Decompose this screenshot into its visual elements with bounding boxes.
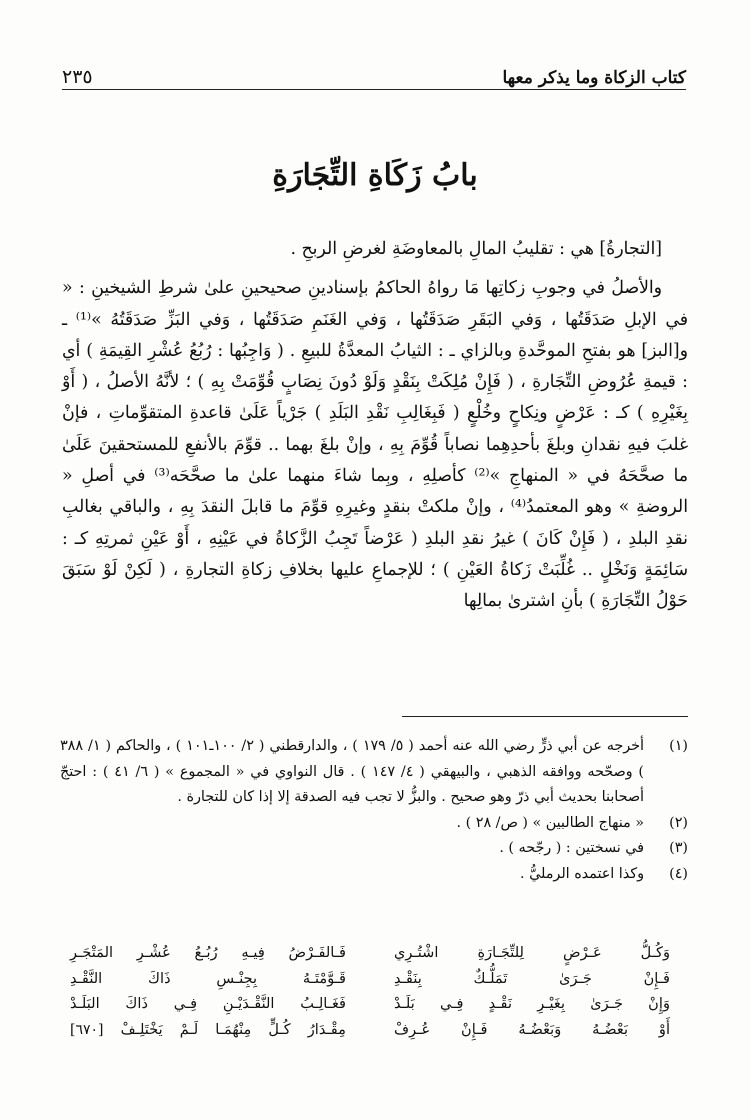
poem-verse [70, 940, 670, 966]
verse-first-hemistich: وَكُـلُّ عَـرْضٍ لِلتِّجَـارَةِ اشْتُـرِي [394, 944, 670, 961]
footnote-3 [60, 836, 688, 862]
footnote-divider [402, 716, 688, 717]
verse-second-hemistich: فَـالفَـرْضُ فِيـهِ رُبُـعُ عُشْـرِ المَتْجَـرِ [70, 944, 346, 961]
body-paragraph: والأصلُ في وجوبِ زكاتِها مَا رواهُ الحاكمُ بإسنادينِ صحيحينِ علىٰ شرطِ الشيخينِ : « في الإبلِ صَدَقَتُها ، وَفي البَقَرِ صَدَقَتُها ، وَفي الغَنَمِ صَدَقَتُها ، وَفي البَزِّ صَدَقَتُهُ »⁽¹⁾ ـ و[البز] هو بفتحِ الموحَّدةِ وبالزاي ـ : الثيابُ المعدَّةُ للبيعِ . ( وَاجِبُها : رُبُعُ عُشْرِ القِيمَةِ ) أي : قيمةِ عُرُوضِ التِّجَارةِ ، ( فَإِنْ مُلِكَتْ بِنَقْدٍ وَلَوْ دُونَ نِصَابٍ قُوِّمَتْ بِهِ ) ؛ لأنَّهُ الأصلُ ، ( أَوْ بِغَيْرِهِ ) كـ : عَرْضٍ ونِكاحٍ وخُلْعٍ ( فَبِغَالِبِ نَقْدِ البَلَدِ ) جَرْياً عَلَىٰ قاعدةِ المتقوِّماتِ ، فإنْ غلبَ فيهِ نقدانِ وبلغَ بأحدِهِما نصاباً قُوِّمَ بِهِ ، وإنْ بلغَ بهما .. قوِّمَ بالأنفعِ للمستحقينَ عَلَىٰ ما صحَّحَهُ في « المنهاجِ »⁽²⁾ كأصلِهِ ، وبِما شاءَ منهما علىٰ ما صحَّحَه⁽³⁾ في أصلِ « الروضةِ » وهو المعتمدُ⁽⁴⁾ ، وإنْ ملكتْ بنقدٍ وغيرِهِ قوِّمَ ما قابلَ النقدَ بِهِ ، والباقي بغالبِ نقدِ البلدِ ، ( فَإِنْ كَانَ ) غيرُ نقدِ البلدِ ( عَرْضاً تَجِبُ الزَّكاةُ في عَيْنِهِ ، أَوْ عَيْنِ ثمرتِهِ كـ : سَائِمَةٍ وَنَخْلٍ .. غُلِّبَتْ زَكاةُ العَيْنِ ) ؛ للإجماعِ عليها بخلافِ زكاةِ التجارةِ ، ( لَكِنْ لَوْ سَبَقَ حَوْلُ التِّجَارَةِ ) بأنِ اشترىٰ بمالِها [62, 278, 688, 612]
page-number: ٢٣٥ [62, 66, 93, 88]
running-title: كتاب الزكاة وما يذكر معها [502, 68, 686, 88]
footnote-text: أخرجه عن أبي ذرٍّ رضي الله عنه أحمد ( ٥/ ١٧٩ ) ، والدارقطني ( ٢/ ١٠٠ـ١٠١ ) ، والحاكم ( ١/ ٣٨٨ ) وصحّحه ووافقه الذهبي ، والبيهقي ( ٤/ ١٤٧ ) . قال النواوي في « المجموع » ( ٦/ ٤١ ) : احتجّ أصحابنا بحديث أبي ذرّ وهو صحيح . والبزُّ لا تجب فيه الصدقة إلا إذا كان للتجارة . [60, 738, 644, 805]
chapter-title: بابُ زَكَاةِ التِّجَارَةِ [272, 158, 478, 193]
poem-verse [70, 991, 670, 1017]
footnote-2 [60, 811, 688, 837]
main-text [62, 234, 688, 618]
footnote-1 [60, 734, 688, 811]
footnote-number: (٢) [669, 814, 688, 831]
footnote-number: (١) [669, 738, 688, 754]
verse-second-hemistich [70, 1017, 346, 1044]
verse-number: [٦٧٠] [70, 1021, 104, 1038]
verse-first-hemistich: فَـإِنْ جَـرَىٰ تَمَلُّـكٌ بِنَقْـدِ [394, 969, 670, 987]
verse-second-hemistich: قَـوَّمْتَـهُ بِجِنْـسِ ذَاكَ النَّقْـدِ [70, 969, 346, 987]
poem-verse [70, 1017, 670, 1044]
verse-first-hemistich: أَوْ بَعْضُـهُ وَبَعْضُـهُ فَـإِنْ عُـرِفْ [394, 1020, 670, 1038]
footnote-text: وكذا اعتمده الرمليُّ . [520, 865, 644, 882]
verse-text: مِقْـدَارُ كُـلٍّ مِنْهُمَـا لَـمْ يَخْتَلِـفْ [120, 1020, 346, 1038]
header-divider [62, 89, 686, 90]
footnote-number: (٤) [669, 865, 688, 882]
footnote-text: في نسختين : ( رجّحه ) . [499, 840, 644, 856]
page-header [62, 62, 686, 88]
definition-paragraph: [التجارةُ] هي : تقليبُ المالِ بالمعاوضَةِ لغرضِ الربحِ . [290, 239, 662, 259]
poem-verse [70, 966, 670, 992]
verse-first-hemistich: وَإِنْ جَـرَىٰ بِغَيْـرِ نَقْـدٍ فِـي بَلَـدْ [394, 995, 670, 1012]
footnote-4 [60, 862, 688, 888]
footnote-text: « منهاج الطالبين » ( ص/ ٢٨ ) . [456, 814, 644, 831]
footnote-number: (٣) [669, 840, 688, 856]
footnotes [60, 734, 688, 887]
poem-verses [70, 940, 670, 1043]
verse-second-hemistich: فَغَـالِـبُ النَّقْـدَيْـنِ فِـي ذَاكَ البَلَـدْ [70, 995, 346, 1012]
